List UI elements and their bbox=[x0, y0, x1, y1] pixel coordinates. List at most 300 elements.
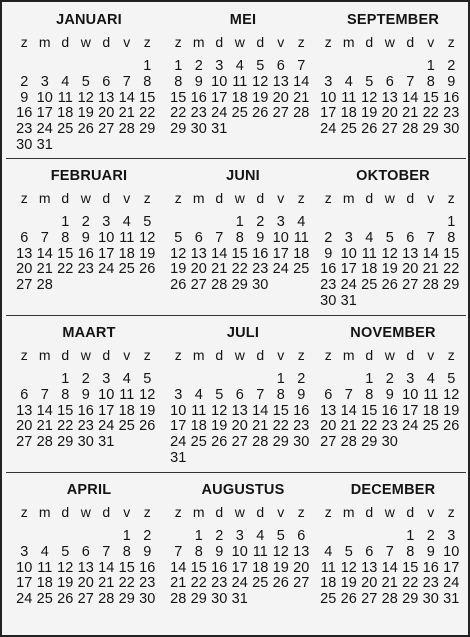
day-cell: 28 bbox=[402, 121, 419, 138]
day-cell: 14 bbox=[36, 245, 53, 262]
weekday-header: w bbox=[234, 190, 245, 206]
day-cell: 8 bbox=[194, 543, 203, 560]
day-cell: 4 bbox=[365, 229, 374, 246]
weekday-header: m bbox=[192, 34, 205, 50]
day-cell: 24 bbox=[402, 418, 419, 435]
day-cell: 18 bbox=[118, 402, 135, 419]
month-title: JANUARI bbox=[56, 12, 122, 28]
day-cell: 26 bbox=[381, 277, 398, 294]
weekday-header: d bbox=[215, 504, 224, 520]
day-cell: 12 bbox=[361, 89, 378, 106]
weekday-header: d bbox=[365, 34, 374, 50]
day-cell: 29 bbox=[361, 434, 378, 451]
day-cell: 23 bbox=[320, 277, 337, 294]
day-cell: 4 bbox=[194, 386, 203, 403]
day-cell: 22 bbox=[443, 261, 460, 278]
day-cell: 13 bbox=[381, 89, 398, 106]
day-cell: 3 bbox=[276, 214, 285, 230]
month-title: DECEMBER bbox=[350, 482, 436, 498]
day-cell: 17 bbox=[16, 575, 33, 592]
day-cell: 10 bbox=[98, 229, 115, 246]
day-cell: 25 bbox=[340, 121, 357, 138]
day-cell: 2 bbox=[20, 73, 29, 90]
day-cell: 5 bbox=[143, 214, 152, 230]
day-cell: 28 bbox=[170, 591, 187, 608]
day-cell: 5 bbox=[344, 543, 353, 560]
day-cell: 26 bbox=[272, 575, 289, 592]
day-cell: 13 bbox=[272, 73, 289, 90]
day-cell: 22 bbox=[190, 575, 207, 592]
day-cell: 26 bbox=[211, 434, 228, 451]
weekday-header: z bbox=[174, 504, 182, 520]
month-title: OKTOBER bbox=[356, 168, 430, 184]
day-cell: 27 bbox=[381, 121, 398, 138]
day-cell: 14 bbox=[422, 245, 439, 262]
weekday-header: w bbox=[384, 190, 395, 206]
day-cell: 8 bbox=[122, 543, 131, 560]
day-cell: 16 bbox=[381, 402, 398, 419]
day-cell: 30 bbox=[443, 121, 460, 138]
day-cell: 6 bbox=[235, 386, 244, 403]
day-cell: 25 bbox=[361, 277, 378, 294]
day-cell: 19 bbox=[443, 402, 460, 419]
day-cell: 28 bbox=[36, 434, 53, 451]
weekday-header: z bbox=[20, 34, 28, 50]
day-cell: 24 bbox=[320, 121, 337, 138]
day-cell: 19 bbox=[381, 261, 398, 278]
day-cell: 20 bbox=[272, 89, 289, 106]
weekday-header: v bbox=[427, 347, 435, 363]
day-cell: 13 bbox=[190, 245, 207, 262]
day-cell: 8 bbox=[174, 73, 183, 90]
weekday-header: z bbox=[324, 504, 332, 520]
day-cell: 4 bbox=[324, 543, 333, 560]
day-cell: 7 bbox=[40, 386, 49, 403]
day-cell: 14 bbox=[118, 89, 135, 106]
weekday-header: d bbox=[365, 190, 374, 206]
day-cell: 20 bbox=[293, 559, 310, 576]
month-juni bbox=[168, 168, 318, 308]
day-cell: 23 bbox=[443, 105, 460, 122]
day-cell: 10 bbox=[98, 386, 115, 403]
weekday-header: d bbox=[61, 504, 70, 520]
day-cell: 16 bbox=[77, 245, 94, 262]
weekday-header: v bbox=[277, 190, 285, 206]
day-cell: 12 bbox=[139, 386, 156, 403]
day-cell: 15 bbox=[170, 89, 187, 106]
day-cell: 7 bbox=[102, 543, 111, 560]
day-cell: 24 bbox=[98, 261, 115, 278]
day-cell: 3 bbox=[344, 229, 353, 246]
day-cell: 31 bbox=[211, 121, 228, 138]
day-cell: 18 bbox=[293, 245, 310, 262]
day-cell: 13 bbox=[98, 89, 115, 106]
month-oktober bbox=[318, 168, 468, 308]
day-cell: 6 bbox=[20, 386, 29, 403]
day-cell: 9 bbox=[81, 229, 90, 246]
weekday-header: v bbox=[427, 504, 435, 520]
day-cell: 15 bbox=[422, 89, 439, 106]
weekday-header: d bbox=[102, 347, 111, 363]
day-cell: 3 bbox=[235, 528, 244, 544]
day-cell: 18 bbox=[361, 261, 378, 278]
day-cell: 7 bbox=[406, 73, 415, 90]
day-cell: 11 bbox=[252, 543, 268, 560]
day-cell: 20 bbox=[361, 575, 378, 592]
day-cell: 26 bbox=[340, 591, 357, 608]
day-cell: 16 bbox=[139, 559, 156, 576]
day-cell: 28 bbox=[293, 105, 310, 122]
day-cell: 12 bbox=[57, 559, 74, 576]
weekday-header: z bbox=[324, 34, 332, 50]
day-cell: 1 bbox=[235, 214, 244, 230]
day-cell: 18 bbox=[57, 105, 74, 122]
day-cell: 31 bbox=[231, 591, 248, 608]
day-cell: 8 bbox=[365, 386, 374, 403]
day-cell: 9 bbox=[385, 386, 394, 403]
weekday-header: d bbox=[256, 190, 265, 206]
weekday-header: z bbox=[447, 347, 455, 363]
day-cell: 9 bbox=[426, 543, 435, 560]
day-cell: 11 bbox=[232, 73, 248, 90]
day-cell: 24 bbox=[16, 591, 33, 608]
weekday-header: z bbox=[143, 34, 151, 50]
day-cell: 17 bbox=[320, 105, 337, 122]
weekday-header: m bbox=[38, 190, 51, 206]
day-cell: 1 bbox=[122, 528, 131, 544]
day-cell: 1 bbox=[143, 58, 152, 74]
day-cell: 9 bbox=[143, 543, 152, 560]
divider-row-2 bbox=[6, 315, 466, 316]
day-cell: 15 bbox=[118, 559, 135, 576]
weekday-header: d bbox=[256, 347, 265, 363]
weekday-header: d bbox=[256, 34, 265, 50]
day-cell: 30 bbox=[320, 293, 337, 309]
day-cell: 8 bbox=[426, 73, 435, 90]
weekday-header: w bbox=[234, 34, 245, 50]
weekday-header: d bbox=[365, 504, 374, 520]
day-cell: 15 bbox=[443, 245, 460, 262]
day-cell: 4 bbox=[344, 73, 353, 90]
day-cell: 6 bbox=[81, 543, 90, 560]
day-cell: 30 bbox=[381, 434, 398, 451]
weekday-header: m bbox=[342, 504, 355, 520]
weekday-header: z bbox=[447, 504, 455, 520]
day-cell: 5 bbox=[385, 229, 394, 246]
day-cell: 8 bbox=[406, 543, 415, 560]
day-cell: 21 bbox=[402, 105, 419, 122]
day-cell: 14 bbox=[36, 402, 53, 419]
day-cell: 22 bbox=[57, 261, 74, 278]
day-cell: 26 bbox=[139, 261, 156, 278]
weekday-header: z bbox=[297, 34, 305, 50]
weekday-header: d bbox=[102, 504, 111, 520]
day-cell: 1 bbox=[174, 58, 183, 74]
day-cell: 11 bbox=[341, 89, 357, 106]
weekday-header: v bbox=[277, 34, 285, 50]
weekday-header: z bbox=[297, 504, 305, 520]
day-cell: 1 bbox=[406, 528, 415, 544]
day-cell: 29 bbox=[231, 277, 248, 294]
day-cell: 6 bbox=[20, 229, 29, 246]
month-title: FEBRUARI bbox=[50, 168, 128, 184]
day-cell: 12 bbox=[443, 386, 460, 403]
day-cell: 20 bbox=[190, 261, 207, 278]
day-cell: 16 bbox=[293, 402, 310, 419]
day-cell: 20 bbox=[98, 105, 115, 122]
weekday-header: d bbox=[61, 347, 70, 363]
day-cell: 21 bbox=[340, 418, 357, 435]
day-cell: 30 bbox=[252, 277, 269, 294]
day-cell: 24 bbox=[98, 418, 115, 435]
day-cell: 26 bbox=[170, 277, 187, 294]
weekday-header: w bbox=[384, 504, 395, 520]
weekday-header: z bbox=[174, 190, 182, 206]
day-cell: 19 bbox=[211, 418, 228, 435]
day-cell: 4 bbox=[122, 371, 131, 387]
day-cell: 13 bbox=[293, 543, 310, 560]
day-cell: 27 bbox=[361, 591, 378, 608]
day-cell: 27 bbox=[98, 121, 115, 138]
day-cell: 7 bbox=[174, 543, 183, 560]
weekday-header: z bbox=[447, 34, 455, 50]
divider-row-1 bbox=[6, 158, 466, 159]
month-title: SEPTEMBER bbox=[346, 12, 440, 28]
day-cell: 15 bbox=[139, 89, 156, 106]
day-cell: 7 bbox=[215, 229, 224, 246]
day-cell: 14 bbox=[293, 73, 310, 90]
day-cell: 17 bbox=[98, 245, 115, 262]
day-cell: 30 bbox=[422, 591, 439, 608]
day-cell: 23 bbox=[190, 105, 207, 122]
weekday-header: m bbox=[38, 34, 51, 50]
day-cell: 23 bbox=[211, 575, 228, 592]
day-cell: 29 bbox=[190, 591, 207, 608]
day-cell: 9 bbox=[215, 543, 224, 560]
weekday-header: d bbox=[406, 504, 415, 520]
day-cell: 21 bbox=[36, 261, 53, 278]
day-cell: 29 bbox=[272, 434, 289, 451]
day-cell: 28 bbox=[252, 434, 269, 451]
day-cell: 11 bbox=[119, 386, 135, 403]
day-cell: 22 bbox=[361, 418, 378, 435]
day-cell: 19 bbox=[77, 105, 94, 122]
day-cell: 19 bbox=[57, 575, 74, 592]
day-cell: 24 bbox=[231, 575, 248, 592]
day-cell: 21 bbox=[381, 575, 398, 592]
day-cell: 3 bbox=[324, 73, 333, 90]
day-cell: 13 bbox=[320, 402, 337, 419]
day-cell: 4 bbox=[122, 214, 131, 230]
day-cell: 2 bbox=[324, 229, 333, 246]
day-cell: 6 bbox=[297, 528, 306, 544]
day-cell: 15 bbox=[231, 245, 248, 262]
day-cell: 6 bbox=[365, 543, 374, 560]
day-cell: 22 bbox=[402, 575, 419, 592]
day-cell: 27 bbox=[16, 277, 33, 294]
weekday-header: m bbox=[192, 190, 205, 206]
day-cell: 12 bbox=[170, 245, 187, 262]
day-cell: 24 bbox=[211, 105, 228, 122]
day-cell: 30 bbox=[16, 137, 33, 153]
day-cell: 21 bbox=[118, 105, 135, 122]
month-title: NOVEMBER bbox=[350, 325, 436, 341]
day-cell: 17 bbox=[402, 402, 419, 419]
day-cell: 22 bbox=[170, 105, 187, 122]
day-cell: 14 bbox=[340, 402, 357, 419]
weekday-header: z bbox=[324, 347, 332, 363]
day-cell: 13 bbox=[16, 402, 33, 419]
day-cell: 27 bbox=[402, 277, 419, 294]
weekday-header: d bbox=[406, 34, 415, 50]
month-maart bbox=[14, 325, 164, 465]
day-cell: 27 bbox=[190, 277, 207, 294]
weekday-header: m bbox=[342, 190, 355, 206]
weekday-header: z bbox=[20, 347, 28, 363]
day-cell: 2 bbox=[256, 214, 265, 230]
day-cell: 5 bbox=[143, 371, 152, 387]
weekday-header: d bbox=[215, 190, 224, 206]
day-cell: 21 bbox=[98, 575, 115, 592]
day-cell: 16 bbox=[190, 89, 207, 106]
day-cell: 9 bbox=[194, 73, 203, 90]
weekday-header: w bbox=[234, 504, 245, 520]
day-cell: 22 bbox=[139, 105, 156, 122]
day-cell: 12 bbox=[272, 543, 289, 560]
day-cell: 20 bbox=[16, 418, 33, 435]
weekday-header: w bbox=[234, 347, 245, 363]
weekday-header: d bbox=[215, 34, 224, 50]
day-cell: 11 bbox=[423, 386, 439, 403]
day-cell: 17 bbox=[443, 559, 460, 576]
day-cell: 16 bbox=[77, 402, 94, 419]
day-cell: 9 bbox=[20, 89, 29, 106]
day-cell: 25 bbox=[57, 121, 74, 138]
weekday-header: z bbox=[143, 347, 151, 363]
day-cell: 31 bbox=[36, 137, 53, 153]
weekday-header: z bbox=[20, 504, 28, 520]
day-cell: 19 bbox=[170, 261, 187, 278]
day-cell: 20 bbox=[77, 575, 94, 592]
month-april bbox=[14, 482, 164, 622]
day-cell: 28 bbox=[98, 591, 115, 608]
day-cell: 3 bbox=[102, 371, 111, 387]
day-cell: 10 bbox=[272, 229, 289, 246]
day-cell: 25 bbox=[190, 434, 207, 451]
day-cell: 24 bbox=[340, 277, 357, 294]
day-cell: 4 bbox=[297, 214, 306, 230]
day-cell: 25 bbox=[293, 261, 310, 278]
day-cell: 19 bbox=[340, 575, 357, 592]
weekday-header: v bbox=[123, 34, 131, 50]
weekday-header: z bbox=[447, 190, 455, 206]
day-cell: 5 bbox=[215, 386, 224, 403]
day-cell: 14 bbox=[170, 559, 187, 576]
weekday-header: m bbox=[38, 504, 51, 520]
day-cell: 14 bbox=[211, 245, 228, 262]
day-cell: 5 bbox=[81, 73, 90, 90]
weekday-header: z bbox=[174, 34, 182, 50]
day-cell: 15 bbox=[57, 402, 74, 419]
day-cell: 31 bbox=[443, 591, 460, 608]
day-cell: 31 bbox=[98, 434, 115, 451]
day-cell: 17 bbox=[340, 261, 357, 278]
day-cell: 28 bbox=[422, 277, 439, 294]
day-cell: 12 bbox=[211, 402, 228, 419]
weekday-header: v bbox=[427, 190, 435, 206]
day-cell: 25 bbox=[320, 591, 337, 608]
weekday-header: z bbox=[20, 190, 28, 206]
day-cell: 4 bbox=[235, 58, 244, 74]
day-cell: 4 bbox=[256, 528, 265, 544]
month-title: MAART bbox=[62, 325, 116, 341]
day-cell: 21 bbox=[252, 418, 269, 435]
day-cell: 18 bbox=[340, 105, 357, 122]
day-cell: 10 bbox=[231, 543, 248, 560]
day-cell: 2 bbox=[297, 371, 306, 387]
day-cell: 23 bbox=[77, 418, 94, 435]
day-cell: 21 bbox=[211, 261, 228, 278]
day-cell: 18 bbox=[320, 575, 337, 592]
day-cell: 2 bbox=[426, 528, 435, 544]
day-cell: 8 bbox=[276, 386, 285, 403]
day-cell: 24 bbox=[170, 434, 187, 451]
day-cell: 23 bbox=[293, 418, 310, 435]
day-cell: 5 bbox=[276, 528, 285, 544]
day-cell: 17 bbox=[231, 559, 248, 576]
day-cell: 13 bbox=[77, 559, 94, 576]
weekday-header: v bbox=[427, 34, 435, 50]
month-title: AUGUSTUS bbox=[201, 482, 285, 498]
day-cell: 8 bbox=[61, 386, 70, 403]
day-cell: 24 bbox=[272, 261, 289, 278]
day-cell: 1 bbox=[194, 528, 203, 544]
day-cell: 3 bbox=[174, 386, 183, 403]
month-februari bbox=[14, 168, 164, 308]
day-cell: 5 bbox=[365, 73, 374, 90]
day-cell: 31 bbox=[340, 293, 357, 309]
day-cell: 10 bbox=[340, 245, 357, 262]
day-cell: 17 bbox=[211, 89, 228, 106]
day-cell: 1 bbox=[426, 58, 435, 74]
day-cell: 3 bbox=[447, 528, 456, 544]
month-januari bbox=[14, 12, 164, 152]
day-cell: 25 bbox=[422, 418, 439, 435]
weekday-header: z bbox=[297, 347, 305, 363]
day-cell: 25 bbox=[118, 261, 135, 278]
day-cell: 20 bbox=[381, 105, 398, 122]
day-cell: 30 bbox=[77, 434, 94, 451]
day-cell: 19 bbox=[139, 245, 156, 262]
day-cell: 18 bbox=[252, 559, 269, 576]
day-cell: 10 bbox=[320, 89, 337, 106]
day-cell: 16 bbox=[16, 105, 33, 122]
day-cell: 9 bbox=[447, 73, 456, 90]
weekday-header: w bbox=[80, 504, 91, 520]
day-cell: 10 bbox=[402, 386, 419, 403]
day-cell: 26 bbox=[252, 105, 269, 122]
day-cell: 21 bbox=[36, 418, 53, 435]
day-cell: 23 bbox=[139, 575, 156, 592]
day-cell: 27 bbox=[77, 591, 94, 608]
day-cell: 26 bbox=[77, 121, 94, 138]
day-cell: 27 bbox=[272, 105, 289, 122]
day-cell: 10 bbox=[443, 543, 460, 560]
weekday-header: d bbox=[61, 190, 70, 206]
weekday-header: v bbox=[123, 504, 131, 520]
day-cell: 22 bbox=[118, 575, 135, 592]
day-cell: 4 bbox=[40, 543, 49, 560]
